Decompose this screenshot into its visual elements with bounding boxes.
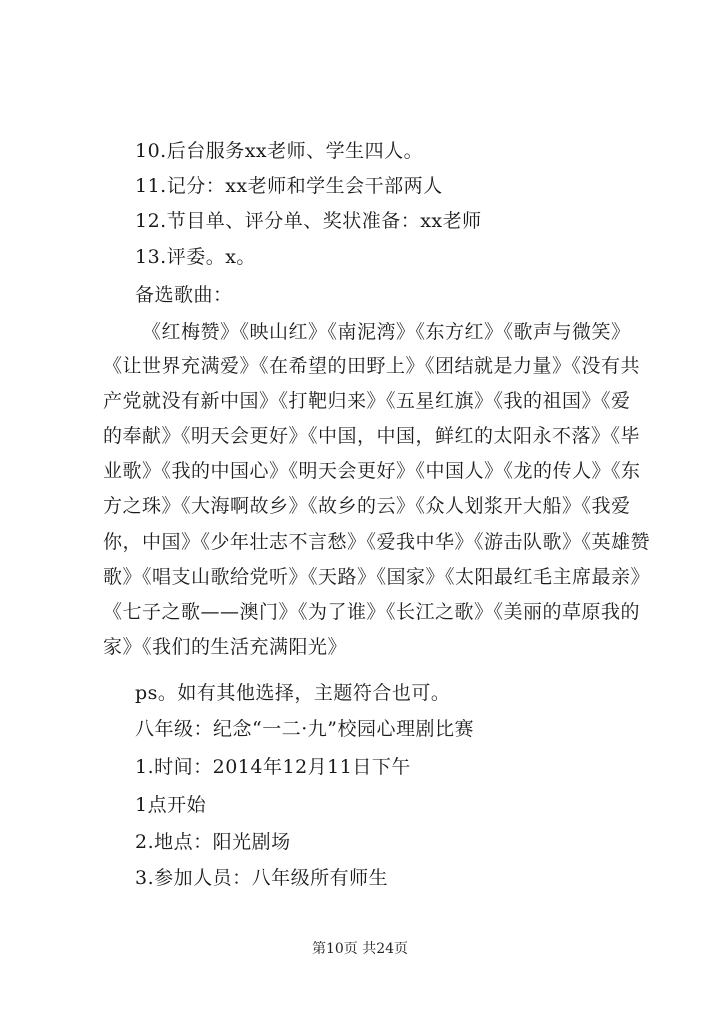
- song-list-line: 业歌》《我的中国心》《明天会更好》《中国人》《龙的传人》《东: [103, 460, 641, 482]
- note-line: ps。如有其他选择，主题符合也可。: [135, 682, 451, 704]
- page-footer: 第10页 共24页: [311, 941, 409, 957]
- song-list-line: 你，中国》《少年壮志不言愁》《爱我中华》《游击队歌》《英雄赞: [103, 531, 651, 553]
- text-line: 1.时间：2014年12月11日下午: [135, 756, 411, 778]
- text-line: 12.节目单、评分单、奖状准备：xx老师: [135, 210, 482, 232]
- song-list-line: 产党就没有新中国》《打靶归来》《五星红旗》《我的祖国》《爱: [103, 390, 631, 412]
- text-line: 1点开始: [135, 794, 207, 816]
- text-line: 2.地点：阳光剧场: [135, 831, 291, 853]
- song-list-line: 的奉献》《明天会更好》《中国，中国，鲜红的太阳永不落》《毕: [103, 425, 641, 447]
- song-list-line: 《七子之歌——澳门》《为了谁》《长江之歌》《美丽的草原我的: [103, 601, 641, 623]
- song-list-line: 歌》《唱支山歌给党听》《天路》《国家》《太阳最红毛主席最亲》: [103, 566, 651, 588]
- song-list-line: 《让世界充满爱》《在希望的田野上》《团结就是力量》《没有共: [103, 355, 641, 377]
- song-list-line: 家》《我们的生活充满阳光》: [103, 636, 348, 658]
- text-line: 13.评委。x。: [135, 246, 256, 268]
- text-line: 3.参加人员：八年级所有师生: [135, 867, 389, 889]
- section-heading: 备选歌曲：: [135, 284, 233, 306]
- text-line: 11.记分：xx老师和学生会干部两人: [135, 175, 443, 197]
- song-list-line: 方之珠》《大海啊故乡》《故乡的云》《众人划浆开大船》《我爱: [103, 495, 631, 517]
- song-list-line: 《红梅赞》《映山红》《南泥湾》《东方红》《歌声与微笑》: [142, 321, 631, 343]
- text-line: 10.后台服务xx老师、学生四人。: [135, 140, 424, 162]
- section-heading: 八年级：纪念“一二·九”校园心理剧比赛: [135, 718, 474, 740]
